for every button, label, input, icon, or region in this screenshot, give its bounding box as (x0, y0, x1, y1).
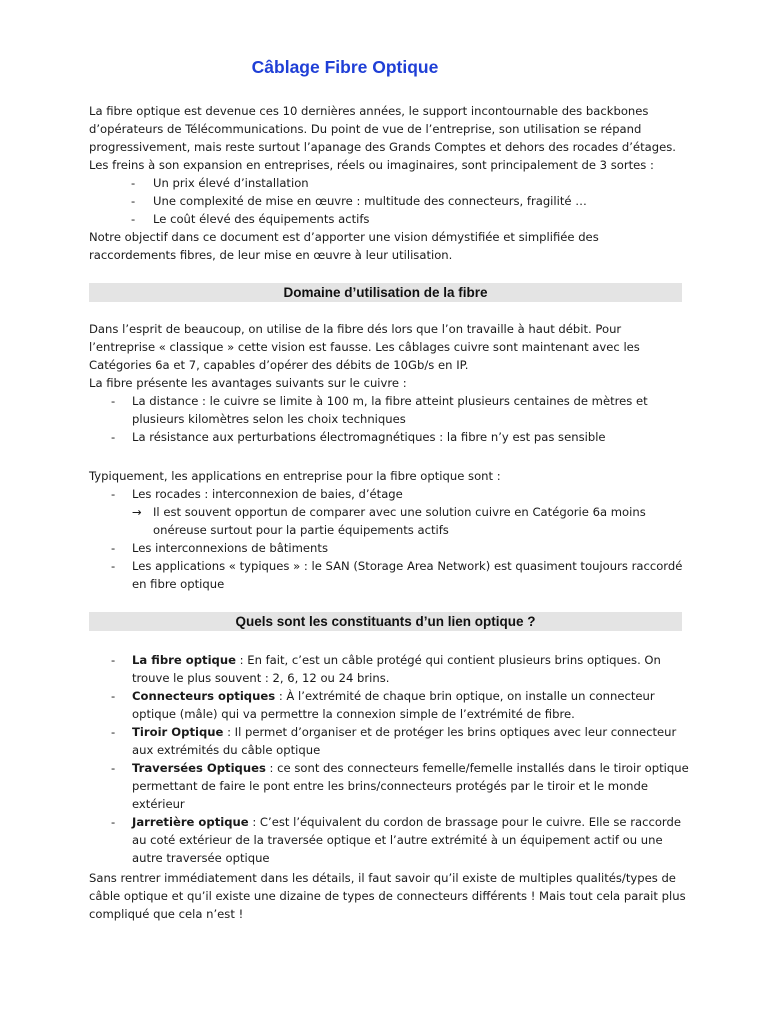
section-heading-usage: Domaine d’utilisation de la fibre (89, 283, 682, 302)
applications-section (89, 467, 689, 593)
closing-paragraph: Sans rentrer immédiatement dans les détails, il faut savoir qu’il existe de multiples qualités/types de câble optique et qu’il existe une dizaine de types de connecteurs différents ! Mais tout cela parait plus compliqué que cela n’est ! (89, 871, 686, 921)
intro-paragraph-2: Les freins à son expansion en entreprises, réels ou imaginaires, sont principalement de 3 sortes : (89, 158, 654, 172)
list-item (131, 210, 689, 228)
components-section (89, 651, 689, 867)
applications-list (111, 485, 689, 593)
component-term: La fibre optique (132, 653, 236, 667)
list-item (111, 723, 689, 759)
list-item-text: Une complexité de mise en œuvre : multitude des connecteurs, fragilité … (153, 194, 587, 208)
list-item (111, 539, 689, 557)
list-item (111, 428, 689, 446)
list-item-text: La distance : le cuivre se limite à 100 m, la fibre atteint plusieurs centaines de mètres et plusieurs kilomètres selon les choix techniques (132, 394, 648, 426)
list-item-text: Les interconnexions de bâtiments (132, 541, 328, 555)
list-item (111, 392, 689, 428)
dash-bullet: - (111, 559, 116, 573)
component-text: : À l’extrémité de chaque brin optique, on installe un connecteur optique (mâle) qui va permettre la connexion simple de l’extrémité de fibre. (132, 689, 655, 721)
arrow-note-text: Il est souvent opportun de comparer avec une solution cuivre en Catégorie 6a moins onéreuse surtout pour la partie équipements actifs (153, 505, 646, 537)
dash-bullet: - (111, 725, 116, 739)
component-text: : C’est l’équivalent du cordon de brassage pour le cuivre. Elle se raccorde au coté extérieur de la traversée optique et l’autre extrémité à un équipement actif ou une autre traversée optique (132, 815, 681, 865)
list-item (111, 759, 689, 813)
component-term: Tiroir Optique (132, 725, 224, 739)
brakes-list (131, 174, 689, 228)
advantages-list (111, 392, 689, 446)
intro-paragraph-1: La fibre optique est devenue ces 10 dernières années, le support incontournable des backbones d’opérateurs de Télécommunications. Du point de vue de l’entreprise, son utilisation se répand progressivement, mais reste surtout l’apanage des Grands Comptes et dehors des rocades d’étages. (89, 104, 676, 154)
intro-paragraph-3: Notre objectif dans ce document est d’apporter une vision démystifiée et simplifiée des raccordements fibres, de leur mise en œuvre à leur utilisation. (89, 230, 599, 262)
list-item-text: La résistance aux perturbations électromagnétiques : la fibre n’y est pas sensible (132, 430, 606, 444)
dash-bullet: - (111, 394, 116, 408)
list-item-text: Les applications « typiques » : le SAN (Storage Area Network) est quasiment toujours raccordé en fibre optique (132, 559, 683, 591)
list-item-text: Le coût élevé des équipements actifs (153, 212, 370, 226)
components-list (111, 651, 689, 867)
list-item-text: Un prix élevé d’installation (153, 176, 309, 190)
dash-bullet: - (131, 194, 136, 208)
list-item (111, 651, 689, 687)
usage-paragraph-1: Dans l’esprit de beaucoup, on utilise de la fibre dés lors que l’on travaille à haut débit. Pour l’entreprise « classique » cette vision est fausse. Les câblages cuivre sont maintenant avec les Catégories 6a et 7, capables d’opérer des débits de 10Gb/s en IP. (89, 322, 640, 372)
list-item-text: Les rocades : interconnexion de baies, d’étage (132, 487, 403, 501)
arrow-note (132, 503, 689, 539)
usage-paragraph-2: La fibre présente les avantages suivants sur le cuivre : (89, 376, 407, 390)
component-text: : En fait, c’est un câble protégé qui contient plusieurs brins optiques. On trouve le plus souvent : 2, 6, 12 ou 24 brins. (132, 653, 661, 685)
component-term: Traversées Optiques (132, 761, 266, 775)
list-item (111, 485, 689, 503)
list-item (111, 557, 689, 593)
intro-section (89, 102, 689, 264)
dash-bullet: - (111, 487, 116, 501)
dash-bullet: - (111, 541, 116, 555)
closing-section (89, 869, 689, 923)
dash-bullet: - (131, 212, 136, 226)
section-heading-components: Quels sont les constituants d’un lien optique ? (89, 612, 682, 631)
dash-bullet: - (111, 430, 116, 444)
list-item (111, 813, 689, 867)
list-item (111, 503, 689, 539)
arrow-right-icon: → (132, 505, 142, 519)
dash-bullet: - (111, 653, 116, 667)
component-term: Jarretière optique (132, 815, 249, 829)
list-item (131, 192, 689, 210)
component-text: : ce sont des connecteurs femelle/femelle installés dans le tiroir optique permettant de faire le pont entre les brins/connecteurs protégés par le tiroir et le monde extérieur (132, 761, 689, 811)
list-item (111, 687, 689, 723)
list-item (131, 174, 689, 192)
dash-bullet: - (131, 176, 136, 190)
dash-bullet: - (111, 689, 116, 703)
applications-intro: Typiquement, les applications en entreprise pour la fibre optique sont : (89, 469, 501, 483)
dash-bullet: - (111, 815, 116, 829)
component-text: : Il permet d’organiser et de protéger les brins optiques avec leur connecteur aux extrémités du câble optique (132, 725, 677, 757)
component-term: Connecteurs optiques (132, 689, 276, 703)
dash-bullet: - (111, 761, 116, 775)
document-title: Câblage Fibre Optique (251, 57, 439, 77)
usage-section (89, 320, 689, 446)
